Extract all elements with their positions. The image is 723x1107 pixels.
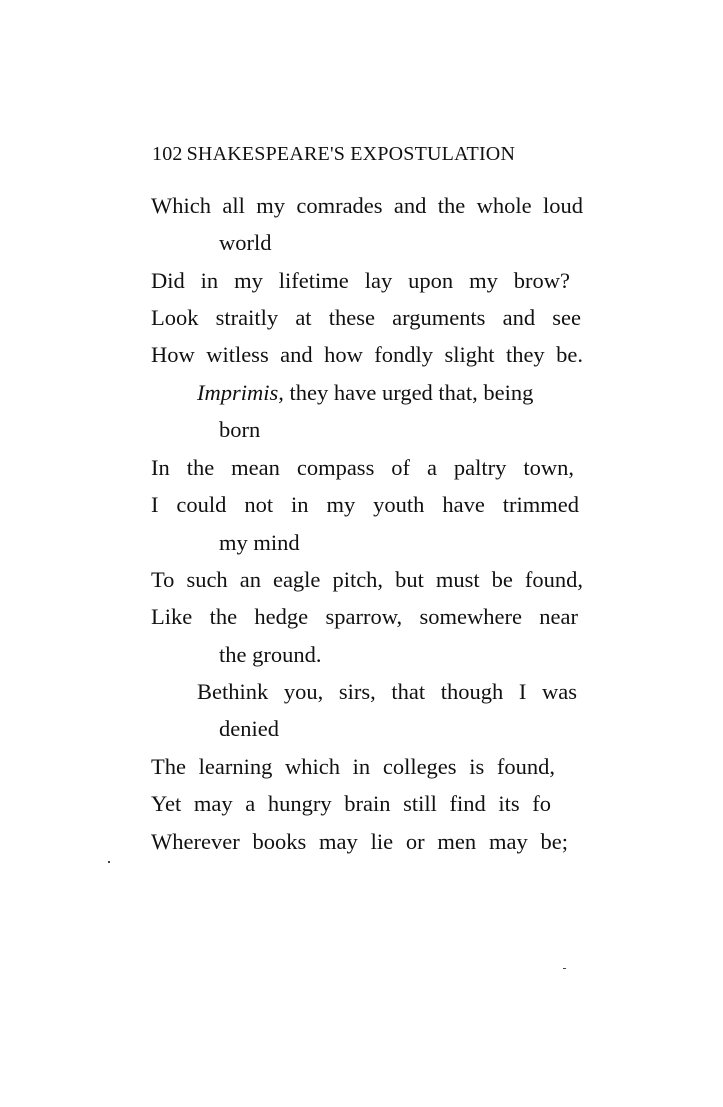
poem-line: In the mean compass of a paltry town, bbox=[151, 455, 574, 480]
scan-speck bbox=[108, 861, 110, 863]
poem-line bbox=[197, 380, 579, 406]
poem-line: denied bbox=[219, 716, 279, 741]
poem-line: Yet may a hungry brain still find its fo bbox=[151, 791, 551, 816]
poem-line: world bbox=[219, 230, 272, 255]
poem-line: How witless and how fondly slight they be. bbox=[151, 342, 583, 367]
poem-line: To such an eagle pitch, but must be found, bbox=[151, 567, 583, 592]
running-title: SHAKESPEARE'S EXPOSTULATION bbox=[186, 143, 516, 165]
poem-line: Did in my lifetime lay upon my brow? bbox=[151, 268, 570, 293]
running-header bbox=[152, 143, 515, 166]
poem-line: my mind bbox=[219, 530, 300, 555]
poem-line: the ground. bbox=[219, 642, 322, 667]
page-number: 102 bbox=[152, 143, 183, 165]
poem-line: Which all my comrades and the whole loud bbox=[151, 193, 583, 218]
poem-line: Look straitly at these arguments and see bbox=[151, 305, 581, 330]
poem-line-rest: they have urged that, being bbox=[283, 380, 534, 405]
poem-line: Bethink you, sirs, that though I was bbox=[197, 679, 577, 704]
poem-line: The learning which in colleges is found, bbox=[151, 754, 555, 779]
italic-word: Imprimis, bbox=[197, 380, 284, 405]
poem-line: Wherever books may lie or men may be; bbox=[151, 829, 568, 854]
scan-speck bbox=[563, 968, 566, 969]
poem-line: born bbox=[219, 417, 261, 442]
poem-line: Like the hedge sparrow, somewhere near bbox=[151, 604, 578, 629]
poem-line: I could not in my youth have trimmed bbox=[151, 492, 579, 517]
